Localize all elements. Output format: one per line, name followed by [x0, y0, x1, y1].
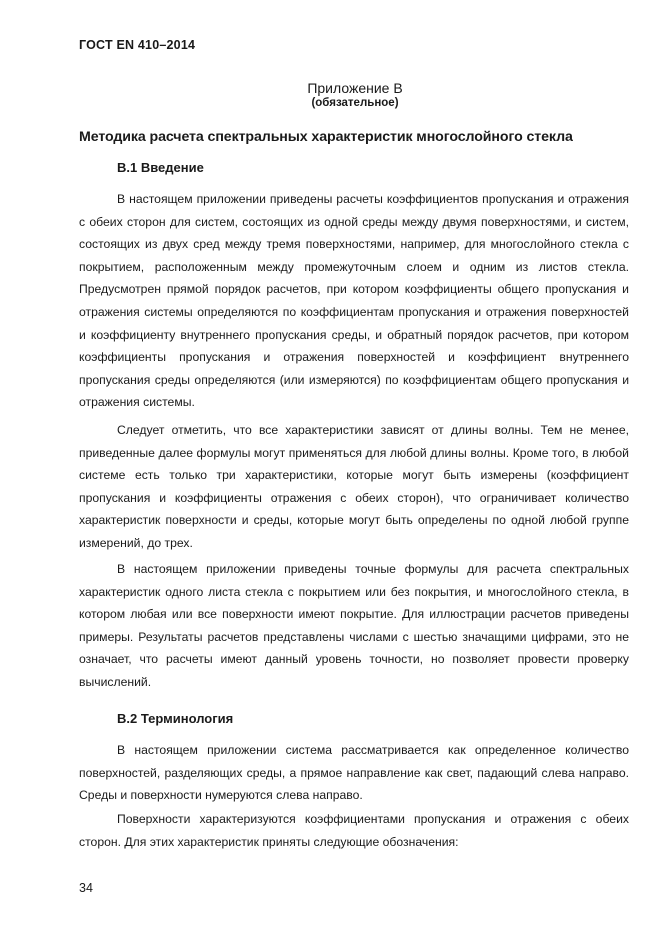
main-heading: Методика расчета спектральных характеристик многослойного стекла — [79, 129, 573, 145]
section-heading-b2: В.2 Терминология — [117, 711, 234, 726]
annex-title: Приложение В — [307, 80, 403, 96]
paragraph-b2-1: В настоящем приложении система рассматривается как определенное количество поверхностей, разделяющих среды, а прямое направление как свет, падающий слева направо. Среды и поверхности нумеруются слева направо. — [79, 743, 629, 803]
section-heading-b1: В.1 Введение — [117, 160, 204, 175]
document-code: ГОСТ EN 410–2014 — [79, 38, 196, 52]
annex-status: (обязательное) — [311, 97, 399, 109]
paragraph-b2-2: Поверхности характеризуются коэффициентами пропускания и отражения с обеих сторон. Для этих характеристик приняты следующие обозначения: — [79, 812, 629, 849]
paragraph-b1-1: В настоящем приложении приведены расчеты коэффициентов пропускания и отражения с обеих сторон для систем, состоящих из одной среды между двумя поверхностями, и систем, состоящих из двух сред между тремя поверхностями, например, для многослойного стекла с покрытием, расположенным между промежуточным слоем и одним из листов стекла. Предусмотрен прямой порядок расчетов, при котором коэффициенты общего пропускания и отражения системы определяются по коэффициентам пропускания и отражения поверхностей и коэффициенту внутреннего пропускания среды, и обратный порядок расчетов, при котором коэффициенты пропускания и отражения поверхностей и коэффициент внутреннего пропускания среды определяются (или измеряются) по коэффициентам общего пропускания и отражения системы. — [79, 192, 629, 410]
paragraph-b1-2: Следует отметить, что все характеристики зависят от длины волны. Тем не менее, приведенные далее формулы могут применяться для любой длины волны. Кроме того, в любой системе есть только три характеристики, которые могут быть измерены (коэффициент пропускания и коэффициенты отражения с обеих сторон), что ограничивает количество характеристик поверхности и среды, которые могут быть определены по одной любой группе измерений, до трех. — [79, 423, 629, 550]
page-number: 34 — [79, 881, 93, 895]
paragraph-b1-3: В настоящем приложении приведены точные формулы для расчета спектральных характеристик одного листа стекла с покрытием или без покрытия, и многослойного стекла, в котором любая или все поверхности имеют покрытие. Для иллюстрации расчетов приведены примеры. Результаты расчетов представлены числами с шестью значащими цифрами, это не означает, что расчеты имеют данный уровень точности, но позволяет провести проверку вычислений. — [79, 562, 629, 689]
